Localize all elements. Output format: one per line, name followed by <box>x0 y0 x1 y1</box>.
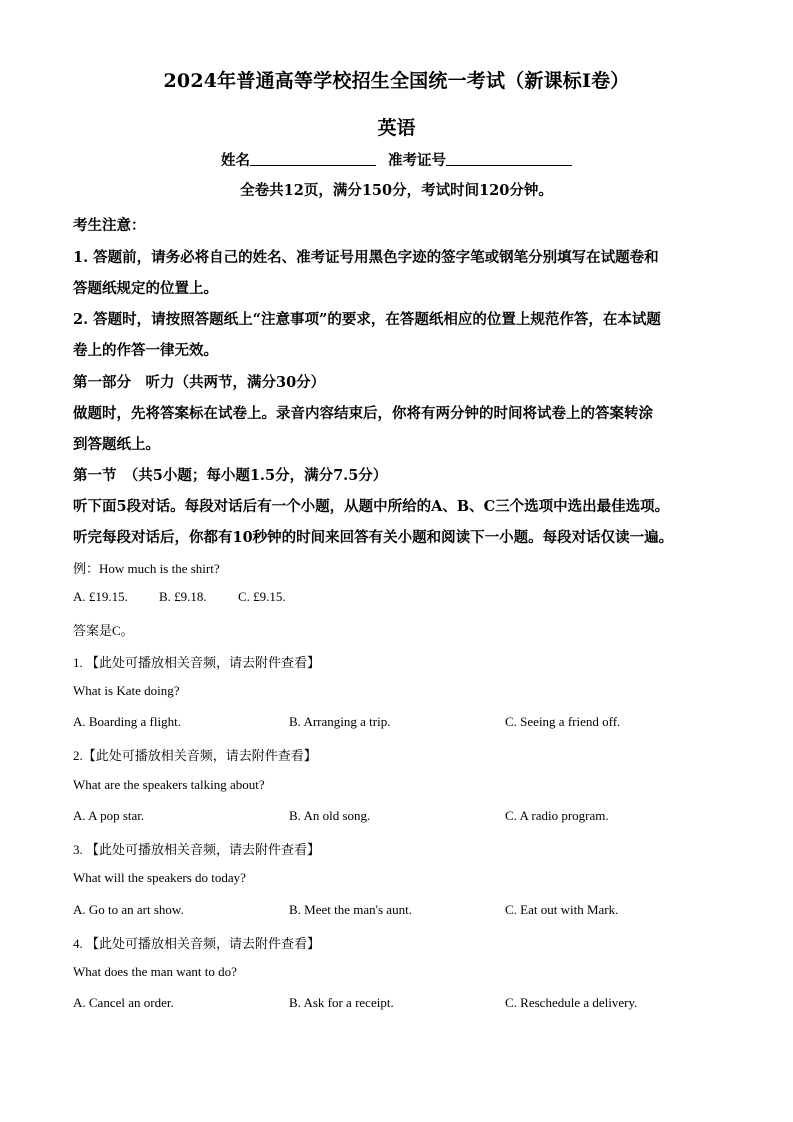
question-2-audio[interactable]: 2.【此处可播放相关音频，请去附件查看】 <box>73 748 317 763</box>
notice-item-2-line-2: 卷上的作答一律无效。 <box>73 342 218 359</box>
section1-instruction-line-1: 听下面5段对话。每段对话后有一个小题，从题中所给的A、B、C三个选项中选出最佳选项。 <box>73 498 670 515</box>
name-label: 姓名 <box>221 152 250 169</box>
exam-info: 全卷共12页，满分150分，考试时间120分钟。 <box>240 182 553 199</box>
notice-item-1-line-2: 答题纸规定的位置上。 <box>73 280 218 297</box>
part1-instruction-line-2: 到答题纸上。 <box>73 436 160 453</box>
question-1-option-a: A. Boarding a flight. <box>73 714 181 729</box>
question-4-text: What does the man want to do? <box>73 964 237 979</box>
question-3-option-c: C. Eat out with Mark. <box>505 902 619 917</box>
notice-item-2-line-1: 2. 答题时，请按照答题纸上“注意事项”的要求，在答题纸相应的位置上规范作答，在本试题 <box>73 311 661 328</box>
question-2-option-c: C. A radio program. <box>505 808 609 823</box>
question-3-text: What will the speakers do today? <box>73 870 246 885</box>
example-answer: 答案是C。 <box>73 623 134 638</box>
question-4-option-c: C. Reschedule a delivery. <box>505 995 638 1010</box>
name-blank <box>250 151 376 166</box>
question-3-option-a: A. Go to an art show. <box>73 902 184 917</box>
question-2-option-b: B. An old song. <box>289 808 371 823</box>
candidate-info-line <box>0 149 793 170</box>
question-3-option-b: B. Meet the man's aunt. <box>289 902 412 917</box>
question-3-options <box>73 902 733 920</box>
question-4-options <box>73 995 733 1013</box>
id-blank <box>446 151 572 166</box>
section1-instruction-line-2: 听完每段对话后，你都有10秒钟的时间来回答有关小题和阅读下一小题。每段对话仅读一遍。 <box>73 529 674 546</box>
subject-title: 英语 <box>377 117 416 139</box>
question-1-options <box>73 714 733 732</box>
id-label: 准考证号 <box>388 152 446 169</box>
example-option-a: A. £19.15. <box>73 589 128 604</box>
question-3-audio[interactable]: 3. 【此处可播放相关音频，请去附件查看】 <box>73 842 321 857</box>
notice-item-1-line-1: 1. 答题前，请务必将自己的姓名、准考证号用黑色字迹的签字笔或钢笔分别填写在试题卷和 <box>73 249 659 266</box>
example-option-b: B. £9.18. <box>159 589 207 604</box>
question-4-option-b: B. Ask for a receipt. <box>289 995 394 1010</box>
question-1-audio[interactable]: 1. 【此处可播放相关音频，请去附件查看】 <box>73 655 321 670</box>
question-1-text: What is Kate doing? <box>73 683 180 698</box>
question-4-audio[interactable]: 4. 【此处可播放相关音频，请去附件查看】 <box>73 936 321 951</box>
part1-instruction-line-1: 做题时，先将答案标在试卷上。录音内容结束后，你将有两分钟的时间将试卷上的答案转涂 <box>73 405 653 422</box>
part1-heading: 第一部分 听力（共两节，满分30分） <box>73 374 326 391</box>
question-1-option-b: B. Arranging a trip. <box>289 714 391 729</box>
question-2-options <box>73 808 733 826</box>
example-option-c: C. £9.15. <box>238 589 286 604</box>
exam-title: 2024年普通高等学校招生全国统一考试（新课标Ⅰ卷） <box>163 70 630 92</box>
question-1-option-c: C. Seeing a friend off. <box>505 714 621 729</box>
section1-heading: 第一节 （共5小题；每小题1.5分，满分7.5分） <box>73 467 388 484</box>
question-2-option-a: A. A pop star. <box>73 808 145 823</box>
example-question: 例：How much is the shirt? <box>73 561 220 576</box>
question-4-option-a: A. Cancel an order. <box>73 995 174 1010</box>
question-2-text: What are the speakers talking about? <box>73 777 265 792</box>
notice-heading: 考生注意： <box>73 217 146 234</box>
